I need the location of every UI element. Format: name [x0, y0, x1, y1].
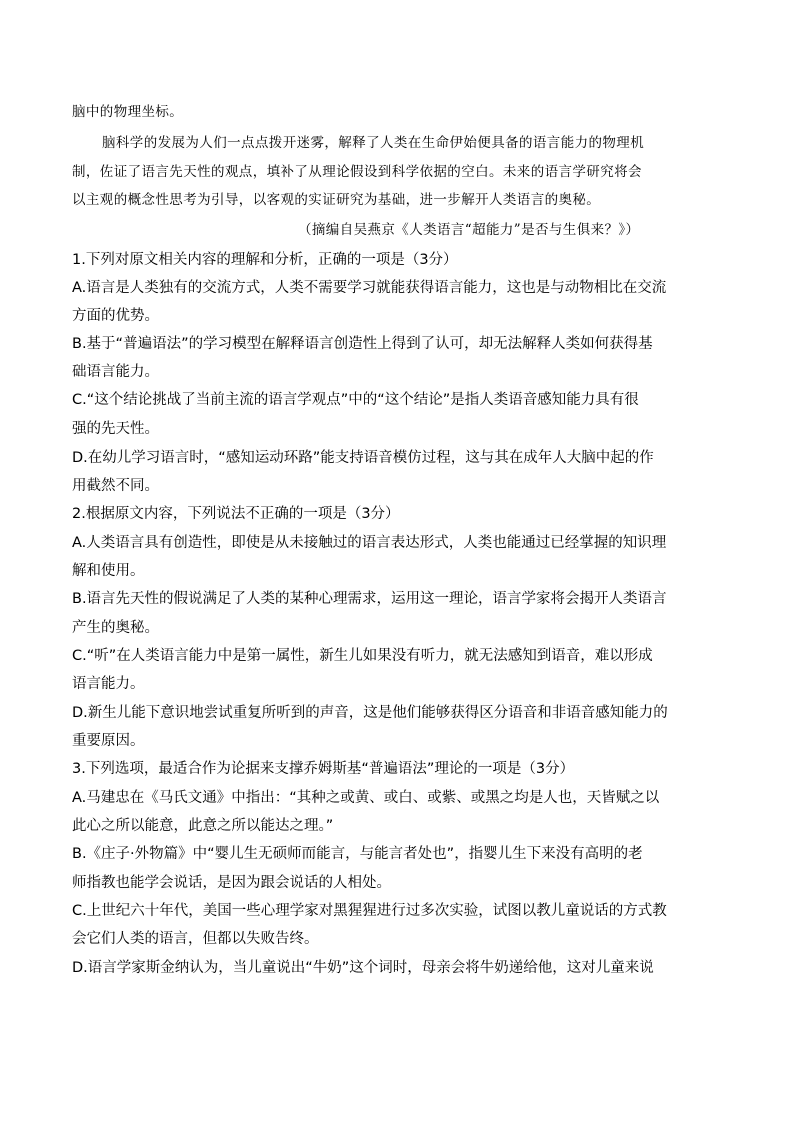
- passage-line: 制，佐证了语言先天性的观点，填补了从理论假设到科学依据的空白。未来的语言学研究将会: [72, 164, 642, 180]
- question-stem: 1.下列对原文相关内容的理解和分析，正确的一项是（3分）: [72, 252, 458, 268]
- option-line: 产生的奥秘。: [72, 620, 159, 636]
- option-line: B.《庄子·外物篇》中“婴儿生无硕师而能言，与能言者处也”，指婴儿生下来没有高明的老: [72, 846, 643, 862]
- option-line: C.上世纪六十年代，美国一些心理学家对黑猩猩进行过多次实验，试图以教儿童说话的方式教: [72, 903, 667, 919]
- option-line: 础语言能力。: [72, 364, 159, 380]
- option-line: D.语言学家斯金纳认为，当儿童说出“牛奶”这个词时，母亲会将牛奶递给他，这对儿童来说: [72, 960, 654, 976]
- option-line: A.人类语言具有创造性，即使是从未接触过的语言表达形式，人类也能通过已经掌握的知识理: [72, 535, 667, 551]
- option-line: 用截然不同。: [72, 478, 159, 494]
- option-line: 语言能力。: [72, 676, 145, 692]
- option-line: B.语言先天性的假说满足了人类的某种心理需求，运用这一理论，语言学家将会揭开人类语言: [72, 591, 667, 607]
- option-line: C.“这个结论挑战了当前主流的语言学观点”中的“这个结论”是指人类语音感知能力具有很: [72, 392, 639, 408]
- option-line: C.“听”在人类语言能力中是第一属性，新生儿如果没有听力，就无法感知到语音，难以形成: [72, 648, 653, 664]
- option-line: D.在幼儿学习语言时，“感知运动环路”能支持语音模仿过程，这与其在成年人大脑中起的作: [72, 450, 654, 466]
- passage-line: 以主观的概念性思考为引导，以客观的实证研究为基础，进一步解开人类语言的奥秘。: [72, 192, 601, 208]
- option-line: 方面的优势。: [72, 308, 159, 324]
- option-line: 解和使用。: [72, 563, 145, 579]
- question-stem: 2.根据原文内容，下列说法不正确的一项是（3分）: [72, 506, 400, 522]
- option-line: 强的先天性。: [72, 421, 159, 437]
- option-line: 会它们人类的语言，但都以失败告终。: [72, 931, 319, 947]
- option-line: 师指教也能学会说话，是因为跟会说话的人相处。: [72, 875, 391, 891]
- option-line: A.马建忠在《马氏文通》中指出：“其种之或黄、或白、或紫、或黑之均是人也，天皆赋之以: [72, 790, 660, 806]
- passage-line: 脑科学的发展为人们一点点拨开迷雾，解释了人类在生命伊始便具备的语言能力的物理机: [102, 135, 645, 151]
- option-line: D.新生儿能下意识地尝试重复所听到的声音，这是他们能够获得区分语音和非语音感知能力的: [72, 705, 668, 721]
- option-line: B.基于“普遍语法”的学习模型在解释语言创造性上得到了认可，却无法解释人类如何获得基: [72, 336, 653, 352]
- option-line: 此心之所以能意，此意之所以能达之理。”: [72, 818, 334, 834]
- option-line: 重要原因。: [72, 733, 145, 749]
- source-citation: （摘编自吴燕京《人类语言“超能力”是否与生俱来？》）: [298, 222, 640, 238]
- passage-line: 脑中的物理坐标。: [72, 104, 184, 120]
- option-line: A.语言是人类独有的交流方式，人类不需要学习就能获得语言能力，这也是与动物相比在交流: [72, 280, 667, 296]
- question-stem: 3.下列选项，最适合作为论据来支撑乔姆斯基“普遍语法”理论的一项是（3分）: [72, 761, 575, 777]
